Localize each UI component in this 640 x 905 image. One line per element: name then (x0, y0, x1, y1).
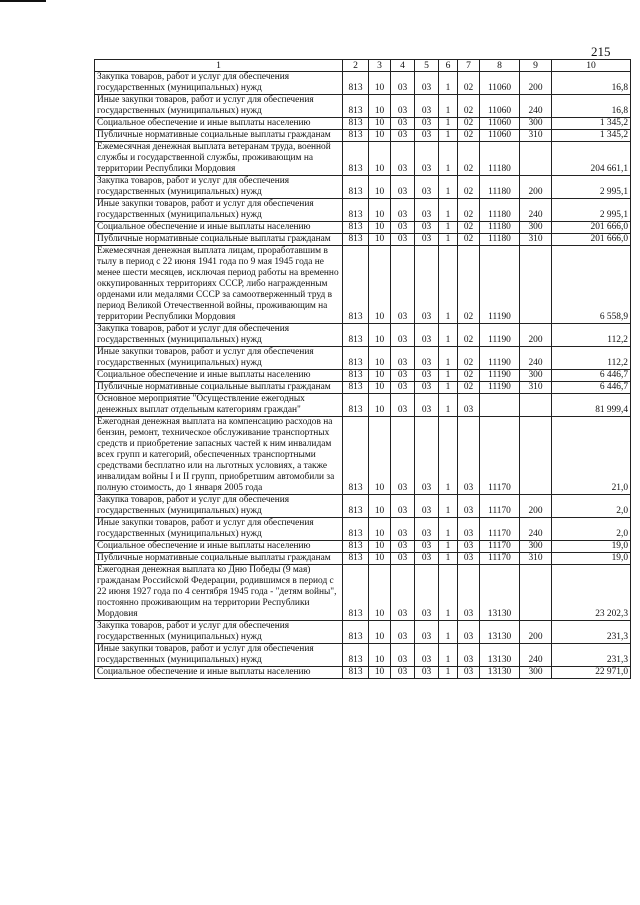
code-subprogram: 1 (439, 142, 458, 176)
table-row (95, 644, 631, 667)
code-ministry: 813 (343, 130, 369, 142)
code-section: 10 (369, 518, 391, 541)
code-program: 03 (415, 347, 439, 370)
code-event: 03 (458, 518, 480, 541)
code-program: 03 (415, 72, 439, 95)
code-subprogram: 1 (439, 621, 458, 644)
code-subprogram: 1 (439, 199, 458, 222)
table-row (95, 565, 631, 621)
code-direction: 11170 (480, 495, 520, 518)
code-expense-type (520, 246, 552, 324)
row-description: Публичные нормативные социальные выплаты гражданам (95, 553, 343, 565)
code-direction: 11190 (480, 347, 520, 370)
code-subsection: 03 (391, 142, 415, 176)
column-header: 1 (95, 60, 343, 72)
amount-value: 81 999,4 (552, 394, 631, 417)
code-expense-type: 200 (520, 495, 552, 518)
code-expense-type: 310 (520, 382, 552, 394)
table-row (95, 667, 631, 679)
code-section: 10 (369, 222, 391, 234)
code-expense-type: 240 (520, 644, 552, 667)
code-subsection: 03 (391, 417, 415, 495)
code-subprogram: 1 (439, 72, 458, 95)
code-direction: 11170 (480, 541, 520, 553)
amount-value: 1 345,2 (552, 130, 631, 142)
code-program: 03 (415, 234, 439, 246)
code-ministry: 813 (343, 394, 369, 417)
code-expense-type (520, 565, 552, 621)
code-program: 03 (415, 142, 439, 176)
row-description: Закупка товаров, работ и услуг для обеспечения государственных (муниципальных) нужд (95, 621, 343, 644)
code-direction: 11170 (480, 553, 520, 565)
code-subprogram: 1 (439, 382, 458, 394)
table-row (95, 199, 631, 222)
code-program: 03 (415, 621, 439, 644)
row-description: Закупка товаров, работ и услуг для обеспечения государственных (муниципальных) нужд (95, 176, 343, 199)
row-description: Ежемесячная денежная выплата ветеранам труда, военной службы и государственной службы, проживающим на территории Республики Мордовия (95, 142, 343, 176)
table-row (95, 394, 631, 417)
column-header: 3 (369, 60, 391, 72)
row-description: Публичные нормативные социальные выплаты гражданам (95, 382, 343, 394)
column-header: 4 (391, 60, 415, 72)
amount-value: 1 345,2 (552, 118, 631, 130)
row-description: Иные закупки товаров, работ и услуг для обеспечения государственных (муниципальных) нужд (95, 347, 343, 370)
code-event: 02 (458, 246, 480, 324)
amount-value: 2 995,1 (552, 199, 631, 222)
code-program: 03 (415, 541, 439, 553)
code-direction: 11060 (480, 72, 520, 95)
table-row (95, 324, 631, 347)
code-expense-type: 200 (520, 72, 552, 95)
code-subsection: 03 (391, 495, 415, 518)
code-program: 03 (415, 394, 439, 417)
code-expense-type: 240 (520, 347, 552, 370)
amount-value: 21,0 (552, 417, 631, 495)
code-ministry: 813 (343, 142, 369, 176)
code-ministry: 813 (343, 246, 369, 324)
code-program: 03 (415, 565, 439, 621)
code-subsection: 03 (391, 621, 415, 644)
table-row (95, 130, 631, 142)
code-direction: 11060 (480, 130, 520, 142)
code-direction: 11180 (480, 222, 520, 234)
code-event: 03 (458, 644, 480, 667)
code-program: 03 (415, 417, 439, 495)
code-section: 10 (369, 199, 391, 222)
table-row (95, 176, 631, 199)
code-subsection: 03 (391, 95, 415, 118)
row-description: Закупка товаров, работ и услуг для обеспечения государственных (муниципальных) нужд (95, 495, 343, 518)
amount-value: 6 558,9 (552, 246, 631, 324)
code-direction: 11180 (480, 234, 520, 246)
code-program: 03 (415, 95, 439, 118)
code-expense-type: 240 (520, 95, 552, 118)
code-subprogram: 1 (439, 347, 458, 370)
code-expense-type: 200 (520, 176, 552, 199)
code-subsection: 03 (391, 370, 415, 382)
code-ministry: 813 (343, 621, 369, 644)
code-program: 03 (415, 667, 439, 679)
code-subsection: 03 (391, 176, 415, 199)
code-subprogram: 1 (439, 370, 458, 382)
code-event: 03 (458, 667, 480, 679)
amount-value: 16,8 (552, 95, 631, 118)
code-expense-type: 300 (520, 541, 552, 553)
code-direction: 13130 (480, 644, 520, 667)
code-section: 10 (369, 246, 391, 324)
code-ministry: 813 (343, 644, 369, 667)
amount-value: 201 666,0 (552, 234, 631, 246)
table-row (95, 370, 631, 382)
code-section: 10 (369, 417, 391, 495)
code-expense-type (520, 142, 552, 176)
code-subsection: 03 (391, 222, 415, 234)
code-section: 10 (369, 118, 391, 130)
column-header: 5 (415, 60, 439, 72)
code-section: 10 (369, 553, 391, 565)
code-program: 03 (415, 370, 439, 382)
amount-value: 112,2 (552, 324, 631, 347)
code-subprogram: 1 (439, 553, 458, 565)
code-direction: 13130 (480, 565, 520, 621)
amount-value: 22 971,0 (552, 667, 631, 679)
code-direction (480, 394, 520, 417)
code-subsection: 03 (391, 518, 415, 541)
code-event: 02 (458, 382, 480, 394)
code-section: 10 (369, 142, 391, 176)
code-event: 02 (458, 72, 480, 95)
code-subsection: 03 (391, 553, 415, 565)
code-event: 02 (458, 176, 480, 199)
code-ministry: 813 (343, 565, 369, 621)
code-program: 03 (415, 222, 439, 234)
code-ministry: 813 (343, 324, 369, 347)
code-program: 03 (415, 644, 439, 667)
code-section: 10 (369, 176, 391, 199)
row-description: Иные закупки товаров, работ и услуг для обеспечения государственных (муниципальных) нужд (95, 95, 343, 118)
code-expense-type: 240 (520, 199, 552, 222)
row-description: Социальное обеспечение и иные выплаты населению (95, 667, 343, 679)
code-expense-type (520, 394, 552, 417)
code-subprogram: 1 (439, 667, 458, 679)
amount-value: 6 446,7 (552, 370, 631, 382)
row-description: Публичные нормативные социальные выплаты гражданам (95, 130, 343, 142)
code-event: 02 (458, 347, 480, 370)
code-subsection: 03 (391, 118, 415, 130)
column-header: 8 (480, 60, 520, 72)
row-description: Социальное обеспечение и иные выплаты населению (95, 222, 343, 234)
code-subsection: 03 (391, 394, 415, 417)
code-section: 10 (369, 541, 391, 553)
code-section: 10 (369, 95, 391, 118)
code-subprogram: 1 (439, 246, 458, 324)
code-subprogram: 1 (439, 541, 458, 553)
code-section: 10 (369, 234, 391, 246)
code-ministry: 813 (343, 347, 369, 370)
code-subprogram: 1 (439, 176, 458, 199)
code-program: 03 (415, 118, 439, 130)
row-description: Закупка товаров, работ и услуг для обеспечения государственных (муниципальных) нужд (95, 324, 343, 347)
code-subsection: 03 (391, 541, 415, 553)
table-row (95, 118, 631, 130)
column-header: 10 (552, 60, 631, 72)
code-expense-type: 300 (520, 222, 552, 234)
code-event: 03 (458, 417, 480, 495)
table-row (95, 541, 631, 553)
code-program: 03 (415, 495, 439, 518)
code-ministry: 813 (343, 541, 369, 553)
code-ministry: 813 (343, 370, 369, 382)
row-description: Закупка товаров, работ и услуг для обеспечения государственных (муниципальных) нужд (95, 72, 343, 95)
code-direction: 11170 (480, 518, 520, 541)
code-ministry: 813 (343, 72, 369, 95)
code-ministry: 813 (343, 417, 369, 495)
table-row (95, 495, 631, 518)
code-subprogram: 1 (439, 565, 458, 621)
code-direction: 11190 (480, 324, 520, 347)
row-description: Социальное обеспечение и иные выплаты населению (95, 118, 343, 130)
amount-value: 2 995,1 (552, 176, 631, 199)
code-expense-type: 310 (520, 130, 552, 142)
code-subprogram: 1 (439, 324, 458, 347)
amount-value: 2,0 (552, 518, 631, 541)
code-event: 02 (458, 222, 480, 234)
table-row (95, 246, 631, 324)
code-ministry: 813 (343, 118, 369, 130)
row-description: Социальное обеспечение и иные выплаты населению (95, 370, 343, 382)
code-section: 10 (369, 72, 391, 95)
code-event: 02 (458, 95, 480, 118)
code-direction: 13130 (480, 667, 520, 679)
table-row (95, 417, 631, 495)
table-row (95, 142, 631, 176)
code-event: 02 (458, 234, 480, 246)
amount-value: 231,3 (552, 644, 631, 667)
code-event: 02 (458, 142, 480, 176)
code-event: 02 (458, 324, 480, 347)
code-subsection: 03 (391, 199, 415, 222)
code-direction: 11060 (480, 118, 520, 130)
code-ministry: 813 (343, 382, 369, 394)
code-section: 10 (369, 495, 391, 518)
code-program: 03 (415, 324, 439, 347)
code-ministry: 813 (343, 199, 369, 222)
code-direction: 11190 (480, 246, 520, 324)
code-subprogram: 1 (439, 118, 458, 130)
code-ministry: 813 (343, 222, 369, 234)
code-subsection: 03 (391, 667, 415, 679)
amount-value: 204 661,1 (552, 142, 631, 176)
code-ministry: 813 (343, 495, 369, 518)
code-program: 03 (415, 518, 439, 541)
code-ministry: 813 (343, 95, 369, 118)
code-direction: 11190 (480, 382, 520, 394)
code-direction: 13130 (480, 621, 520, 644)
row-description: Иные закупки товаров, работ и услуг для обеспечения государственных (муниципальных) нужд (95, 644, 343, 667)
code-section: 10 (369, 324, 391, 347)
table-header-row (95, 60, 631, 72)
code-expense-type: 310 (520, 234, 552, 246)
code-direction: 11190 (480, 370, 520, 382)
code-section: 10 (369, 370, 391, 382)
code-expense-type (520, 417, 552, 495)
code-event: 02 (458, 199, 480, 222)
code-program: 03 (415, 382, 439, 394)
code-program: 03 (415, 246, 439, 324)
amount-value: 201 666,0 (552, 222, 631, 234)
code-ministry: 813 (343, 176, 369, 199)
code-subprogram: 1 (439, 234, 458, 246)
table-row (95, 72, 631, 95)
amount-value: 112,2 (552, 347, 631, 370)
amount-value: 19,0 (552, 553, 631, 565)
table-row (95, 553, 631, 565)
code-direction: 11180 (480, 199, 520, 222)
code-subprogram: 1 (439, 518, 458, 541)
code-subsection: 03 (391, 565, 415, 621)
code-program: 03 (415, 553, 439, 565)
amount-value: 2,0 (552, 495, 631, 518)
amount-value: 16,8 (552, 72, 631, 95)
column-header: 7 (458, 60, 480, 72)
scan-corner-mark (0, 0, 46, 2)
row-description: Ежемесячная денежная выплата лицам, проработавшим в тылу в период с 22 июня 1941 года по 9 мая 1945 года не менее шести месяцев, исключая период работы на временно оккупированных территориях СССР, либо награжденным орденами или медалями СССР за самоотверженный труд в период Великой Отечественной войны, проживающим на территории Республики Мордовия (95, 246, 343, 324)
code-event: 03 (458, 621, 480, 644)
code-section: 10 (369, 565, 391, 621)
column-header: 6 (439, 60, 458, 72)
code-subprogram: 1 (439, 130, 458, 142)
amount-value: 6 446,7 (552, 382, 631, 394)
code-section: 10 (369, 394, 391, 417)
code-event: 03 (458, 553, 480, 565)
code-expense-type: 300 (520, 118, 552, 130)
code-event: 03 (458, 541, 480, 553)
code-event: 02 (458, 130, 480, 142)
code-section: 10 (369, 382, 391, 394)
code-expense-type: 300 (520, 370, 552, 382)
code-direction: 11180 (480, 142, 520, 176)
code-ministry: 813 (343, 518, 369, 541)
code-subprogram: 1 (439, 95, 458, 118)
code-program: 03 (415, 199, 439, 222)
code-direction: 11060 (480, 95, 520, 118)
table-row (95, 222, 631, 234)
code-section: 10 (369, 621, 391, 644)
row-description: Ежегодная денежная выплата на компенсацию расходов на бензин, ремонт, техническое обслуживание транспортных средств и приобретение запасных частей к ним инвалидам всех групп и категорий, обеспеченных транспортными средствами бесплатно или на льготных условиях, а также инвалидам войны I и II групп, приобретшим автомобили за полную стоимость, до 1 января 2005 года (95, 417, 343, 495)
code-section: 10 (369, 644, 391, 667)
amount-value: 231,3 (552, 621, 631, 644)
row-description: Публичные нормативные социальные выплаты гражданам (95, 234, 343, 246)
table-row (95, 347, 631, 370)
code-expense-type: 200 (520, 621, 552, 644)
code-direction: 11170 (480, 417, 520, 495)
code-subprogram: 1 (439, 495, 458, 518)
code-subsection: 03 (391, 347, 415, 370)
code-subprogram: 1 (439, 222, 458, 234)
code-subsection: 03 (391, 234, 415, 246)
code-subprogram: 1 (439, 394, 458, 417)
code-subsection: 03 (391, 72, 415, 95)
code-section: 10 (369, 130, 391, 142)
code-ministry: 813 (343, 553, 369, 565)
table-row (95, 234, 631, 246)
row-description: Социальное обеспечение и иные выплаты населению (95, 541, 343, 553)
row-description: Ежегодная денежная выплата ко Дню Победы (9 мая) гражданам Российской Федерации, родившимся в период с 22 июня 1927 года по 4 сентября 1945 года - "детям войны", постоянно проживающим на территории Республики Мордовия (95, 565, 343, 621)
table-row (95, 518, 631, 541)
amount-value: 19,0 (552, 541, 631, 553)
code-program: 03 (415, 130, 439, 142)
code-event: 02 (458, 370, 480, 382)
code-subsection: 03 (391, 130, 415, 142)
code-subsection: 03 (391, 324, 415, 347)
column-header: 2 (343, 60, 369, 72)
code-event: 03 (458, 565, 480, 621)
code-subprogram: 1 (439, 417, 458, 495)
code-subsection: 03 (391, 382, 415, 394)
code-expense-type: 310 (520, 553, 552, 565)
column-header: 9 (520, 60, 552, 72)
table-row (95, 382, 631, 394)
code-subsection: 03 (391, 246, 415, 324)
code-expense-type: 200 (520, 324, 552, 347)
code-ministry: 813 (343, 234, 369, 246)
row-description: Основное мероприятие "Осуществление ежегодных денежных выплат отдельным категориям граждан" (95, 394, 343, 417)
page-number: 215 (591, 44, 611, 59)
row-description: Иные закупки товаров, работ и услуг для обеспечения государственных (муниципальных) нужд (95, 199, 343, 222)
code-event: 03 (458, 495, 480, 518)
code-event: 02 (458, 118, 480, 130)
code-section: 10 (369, 347, 391, 370)
code-ministry: 813 (343, 667, 369, 679)
code-subsection: 03 (391, 644, 415, 667)
amount-value: 23 202,3 (552, 565, 631, 621)
table-row (95, 95, 631, 118)
row-description: Иные закупки товаров, работ и услуг для обеспечения государственных (муниципальных) нужд (95, 518, 343, 541)
code-expense-type: 300 (520, 667, 552, 679)
code-event: 03 (458, 394, 480, 417)
code-expense-type: 240 (520, 518, 552, 541)
budget-table (94, 59, 631, 679)
code-direction: 11180 (480, 176, 520, 199)
code-subprogram: 1 (439, 644, 458, 667)
code-section: 10 (369, 667, 391, 679)
table-row (95, 621, 631, 644)
code-program: 03 (415, 176, 439, 199)
